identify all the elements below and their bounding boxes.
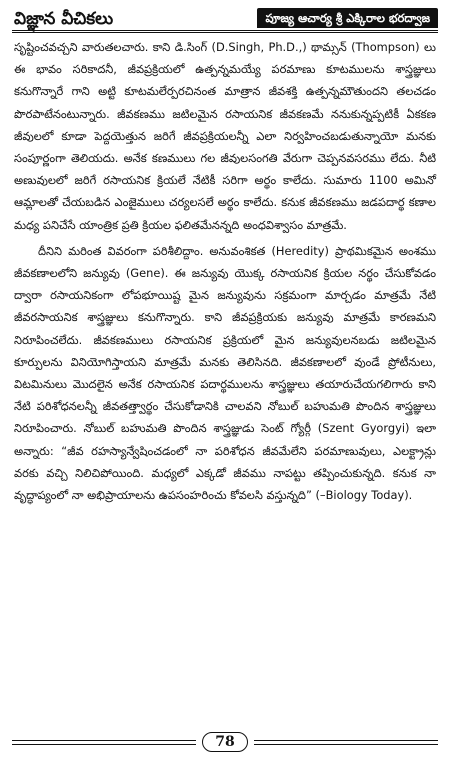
page-footer xyxy=(12,730,438,754)
book-title: విజ్ఞాన వీచికలు xyxy=(14,9,114,29)
page-number: 78 xyxy=(202,732,247,752)
paragraph-1: సృష్టించవచ్చని వారుతలచారు. కాని డి.సింగ్ (D.Singh, Ph.D.,) థామ్సన్ (Thompson) లు ఈ భావం సరికాదనీ, జీవప్రక్రియలో ఉత్పన్నమయ్యే పరమాణు కూటములను శాస్త్రజ్ఞులు కనుగొన్నారే గాని అట్టి కూటమలేర్పరచినంత మాత్రాన జీవశక్తి ఉత్పన్నమౌతుందని తలచడం పొరపాటేనంటున్నారు. జీవకణము జటిలమైన రసాయనిక జీవకణమే ననుకున్నప్పటికీ ఏకకణ జీవులలో కూడా పెద్దయెత్తున జరిగే జీవప్రక్రియలన్నీ ఎలా నిర్వహించబడుతున్నాయో మనకు సంపూర్ణంగా తెలియదు. అనేక కణములు గల జీవులసంగతి వేరుగా చెప్పనవసరము లేదు. నీటి అణువులలో జరిగే రసాయనిక క్రియలే నేటికీ సరిగా అర్థం కాలేదు. సుమారు 1100 అమినో ఆమ్లాలతో చేయబడిన ఎంజైములు చర్యలసలే అర్థం కాలేదు. కనుక జీవకణము జడపదార్థ కణాల మధ్య పనిచేసే యాంత్రిక ప్రతి క్రియల ఫలితమేనన్నది అంధవిశ్వాసం మాత్రమే. xyxy=(14,40,436,232)
paragraph-2: దీనిని మరింత వివరంగా పరిశీలిద్దాం. అనువంశికత (Heredity) ప్రాథమికమైన అంశము జీవకణాలలోని జన్యువు (Gene). ఈ జన్యువు యొక్క రసాయనిక క్రియల నర్థం చేసుకోవడం ద్వారా రసాయనికంగా లోపభూయిష్ట మైన జన్యువును సక్రమంగా మార్చడం మాత్రమే నేటి జీవరసాయనిక శాస్త్రజ్ఞులు కనుగొన్నారు. కాని జీవప్రక్రియకు జన్యువు మాత్రమే కారణమని నిరూపించలేదు. జీవకణములు రసాయనిక ప్రక్రియలో మైన జన్యువులనబడు జటిలమైన కూర్పులను వినియోగిస్తాయని మాత్రమే మనకు తెలిసినది. జీవకణాలలో వుండే ప్రోటీనులు, విటమినులు మొదలైన అనేక రసాయనిక పదార్థములను శాస్త్రజ్ఞులు తయారుచేయగలిగారు కాని నేటి పరిశోధనలన్నీ జీవతత్త్వార్థం చేసుకోడానికి చాలవని నోబుల్ బహుమతి పొందిన శాస్త్రజ్ఞులు నిరూపించారు. నోబుల్ బహుమతి పొందిన శాస్త్రజ్ఞుడు సెంట్ గ్యోర్గీ (Szent Gyorgyi) ఇలా అన్నారు: “జీవ రహస్యాన్వేషించడంలో నా పరిశోధన జీవమేలేని పరమాణువులు, ఎలక్ట్రాన్లు వరకు వచ్చి నిలిచిపోయింది. మధ్యలో ఎక్కడో జీవము నాపట్టు తప్పించుకున్నది. కనుక నా వృద్ధాప్యంలో నా అభిప్రాయాలను ఉపసంహరించు కోవలసి వస్తున్నది” (–Biology Today). xyxy=(14,243,436,503)
author-name: పూజ్య ఆచార్య శ్రీ ఎక్కిరాల భరద్వాజ xyxy=(257,8,438,28)
page-header xyxy=(12,4,438,33)
body-text xyxy=(14,36,436,510)
